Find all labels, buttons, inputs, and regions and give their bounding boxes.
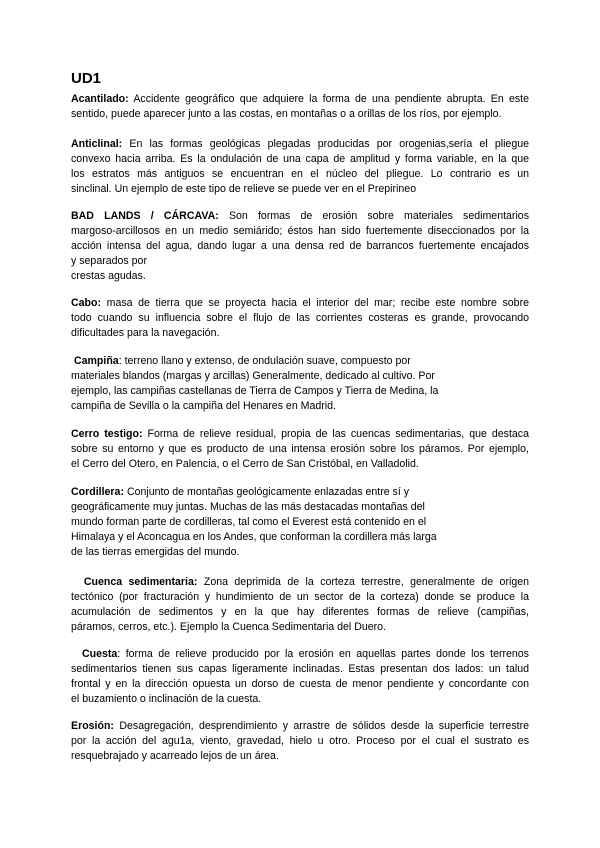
definition-line: crestas agudas. [71, 270, 146, 282]
definition-line: y separados por [71, 255, 147, 267]
definition-cabo [71, 296, 529, 341]
definition-cordillera [71, 485, 451, 560]
definition-line: : terreno llano y extenso, de ondulación suave, compuesto por [118, 355, 411, 367]
definition-line: Himalaya y el Aconcagua en los Andes, que conforman la cordillera más larga [71, 531, 437, 543]
definition-line: acumulación de sedimentos y en la que hay diferentes formas de relieve (campiñas, [71, 606, 529, 618]
term-erosion: Erosión: [71, 720, 114, 732]
definition-line: tectónico (por fracturación y hundimiento de un sector de la corteza) donde se produce la [71, 591, 529, 603]
definition-line: margoso-arcillosos en un medio semiárido; éstos han sido fuertemente diseccionados por la [71, 225, 529, 237]
definition-line: frontal y en la dirección opuesta un dorso de cuesta de menor pendiente y concordante con [71, 678, 529, 690]
term-cuesta: Cuesta [81, 648, 118, 660]
definition-line: masa de tierra que se proyecta hacia el interior del mar; recibe este nombre sobre [106, 297, 529, 309]
definition-line: sinclinal. Un ejemplo de este tipo de relieve se puede ver en el Prepirineo [71, 183, 417, 195]
definition-line: campiña de Sevilla o la campiña del Henares en Madrid. [71, 400, 336, 412]
definition-cerro-testigo [71, 427, 529, 472]
definition-line: Zona deprimida de la corteza terrestre, generalmente de origen [203, 576, 529, 588]
definition-line: Forma de relieve residual, propia de las cuencas sedimentarias, que destaca [147, 428, 529, 440]
definition-line: ejemplo, las campiñas castellanas de Tierra de Campos y Tierra de Medina, la [71, 385, 439, 397]
definition-line: Son formas de erosión sobre materiales sedimentarios [228, 210, 529, 222]
definition-line: por la acción del agu1a, viento, gravedad, hielo u otro. Proceso por el cual el sustrato es [71, 735, 529, 747]
definition-line: Conjunto de montañas geológicamente enlazadas entre sí y [126, 486, 410, 498]
definition-line: sentido, puede aparecer junto a las costas, en montañas o a orillas de los ríos, por ejemplo. [71, 108, 502, 120]
definition-line: : forma de relieve producido por la erosión en aquellas partes donde los terrenos [117, 648, 529, 660]
definition-acantilado [71, 92, 529, 122]
definition-line: dificultades para la navegación. [71, 327, 220, 339]
definition-line: Accidente geográfico que adquiere la forma de una pendiente abrupta. En este [133, 93, 529, 105]
definition-line: En las formas geológicas plegadas producidas por orogenias,sería el pliegue [129, 138, 529, 150]
term-campina: Campiña [73, 355, 119, 367]
term-bad-lands: BAD LANDS / CÁRCAVA: [71, 210, 219, 222]
definition-cuenca-sedimentaria [71, 575, 529, 635]
definition-line: sedimentarios tienen sus capas ligeramente inclinadas. Estas presentan dos lados: un talud [71, 663, 529, 675]
definition-bad-lands [71, 209, 529, 284]
term-acantilado: Acantilado: [71, 93, 129, 105]
term-cordillera: Cordillera: [71, 486, 124, 498]
definition-campina [71, 354, 441, 414]
definition-line: sobre su entorno y que es producto de una intensa erosión sobre los páramos. Por ejemplo, [71, 443, 529, 455]
definition-line: el Cerro del Otero, en Palencia, o el Cerro de San Cristóbal, en Valladolid. [71, 458, 419, 470]
definition-line: el buzamiento o inclinación de la cuesta. [71, 693, 262, 705]
term-cabo: Cabo: [71, 297, 102, 309]
definition-line: Desagregación, desprendimiento y arrastre de sólidos desde la superficie terrestre [119, 720, 529, 732]
definition-cuesta [71, 647, 529, 707]
page-title: UD1 [71, 70, 102, 87]
term-anticlinal: Anticlinal: [71, 138, 123, 150]
definition-line: páramos, cerros, etc.). Ejemplo la Cuenca Sedimentaria del Duero. [71, 621, 387, 633]
definition-line: de las tierras emergidas del mundo. [71, 546, 240, 558]
definition-line: todo cuando su influencia sobre el flujo de las corrientes costeras es grande, provocando [71, 312, 529, 324]
term-cerro-testigo: Cerro testigo: [71, 428, 143, 440]
definition-line: mundo forman parte de cordilleras, tal como el Everest está contenido en el [71, 516, 427, 528]
definition-line: geográficamente muy juntas. Muchas de las más destacadas montañas del [71, 501, 425, 513]
definition-erosion [71, 719, 529, 764]
definition-line: acción intensa del agua, dando lugar a una densa red de barrancos fuertemente encajados [71, 240, 529, 252]
definition-line: resquebrajado y acarreado lejos de un área. [71, 750, 279, 762]
definition-line: convexo hacia arriba. Es la ondulación de una capa de amplitud y forma variable, en la que [71, 153, 529, 165]
definition-line: los estratos más antiguos se encuentran en el núcleo del pliegue. Lo contrario es un [71, 168, 529, 180]
definition-line: materiales blandos (margas y arcillas) Generalmente, dedicado al cultivo. Por [71, 370, 435, 382]
definition-anticlinal [71, 137, 529, 197]
term-cuenca-sedimentaria: Cuenca sedimentaria: [83, 576, 198, 588]
